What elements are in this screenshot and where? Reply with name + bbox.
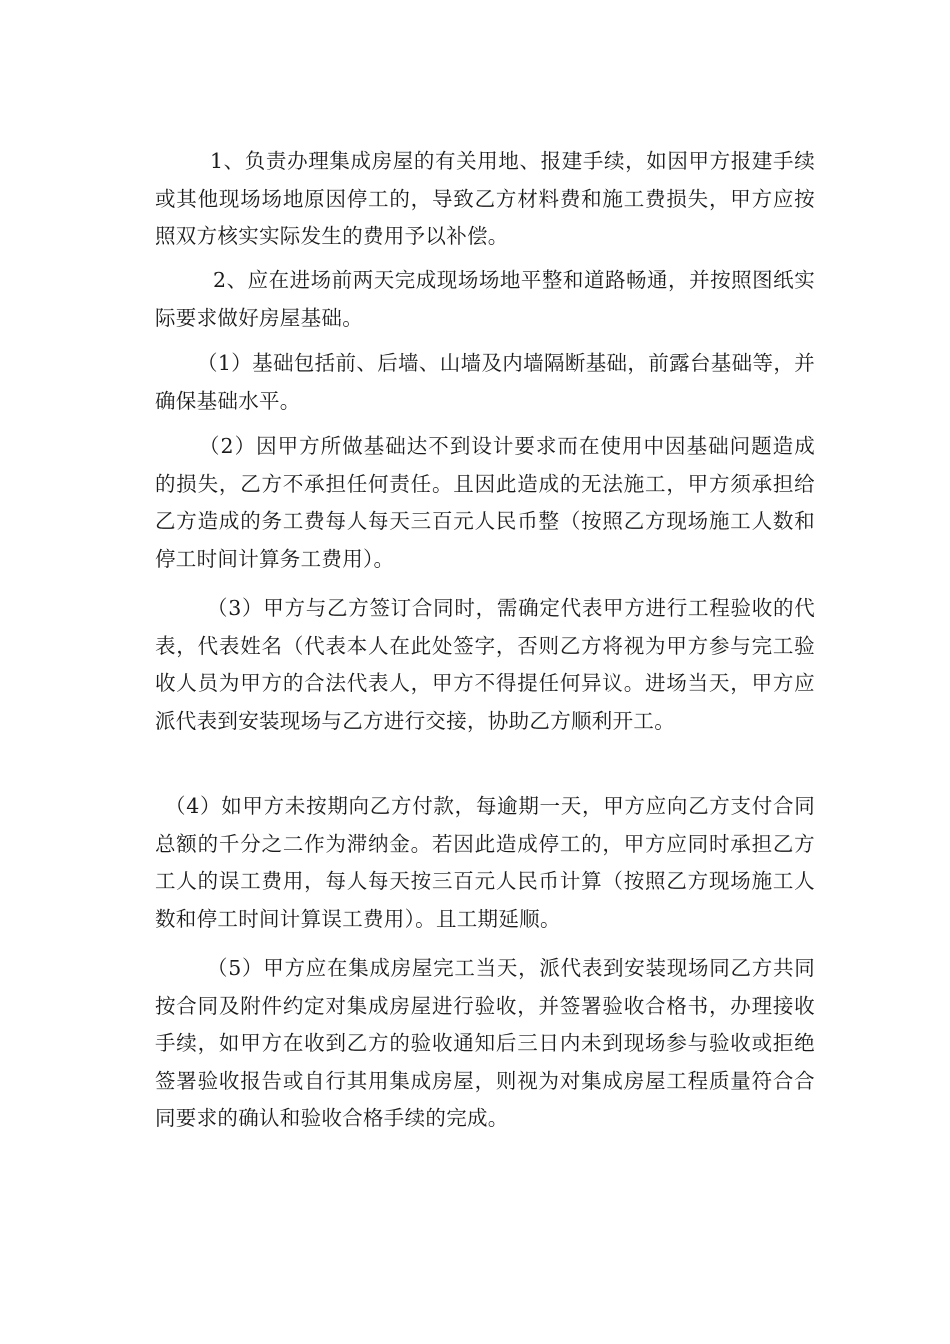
paragraph-7: （5）甲方应在集成房屋完工当天，派代表到安装现场同乙方共同按合同及附件约定对集成房屋进行验收，并签署验收合格书，办理接收手续，如甲方在收到乙方的验收通知后三日内未到现场参与验收或拒绝签署验收报告或自行其用集成房屋，则视为对集成房屋工程质量符合合同要求的确认和验收合格手续的完成。 [155, 956, 815, 1130]
paragraph-1: 1、负责办理集成房屋的有关用地、报建手续，如因甲方报建手续或其他现场场地原因停工的，导致乙方材料费和施工费损失，甲方应按照双方核实实际发生的费用予以补偿。 [155, 149, 815, 248]
paragraph-2: 2、应在进场前两天完成现场场地平整和道路畅通，并按照图纸实际要求做好房屋基础。 [155, 268, 815, 330]
paragraph-6: （4）如甲方未按期向乙方付款，每逾期一天，甲方应向乙方支付合同总额的千分之二作为滞纳金。若因此造成停工的，甲方应同时承担乙方工人的误工费用，每人每天按三百元人民币计算（按照乙方现场施工人数和停工时间计算误工费用）。且工期延顺。 [155, 794, 815, 931]
paragraph-4: （2）因甲方所做基础达不到设计要求而在使用中因基础问题造成的损失，乙方不承担任何责任。且因此造成的无法施工，甲方须承担给乙方造成的务工费每人每天三百元人民币整（按照乙方现场施工人数和停工时间计算务工费用）。 [155, 434, 815, 571]
paragraph-3: （1）基础包括前、后墙、山墙及内墙隔断基础，前露台基础等，并确保基础水平。 [155, 351, 815, 413]
paragraph-5: （3）甲方与乙方签订合同时，需确定代表甲方进行工程验收的代表，代表姓名（代表本人在此处签字，否则乙方将视为甲方参与完工验收人员为甲方的合法代表人，甲方不得提任何异议。进场当天，甲方应派代表到安装现场与乙方进行交接，协助乙方顺利开工。 [155, 596, 815, 733]
